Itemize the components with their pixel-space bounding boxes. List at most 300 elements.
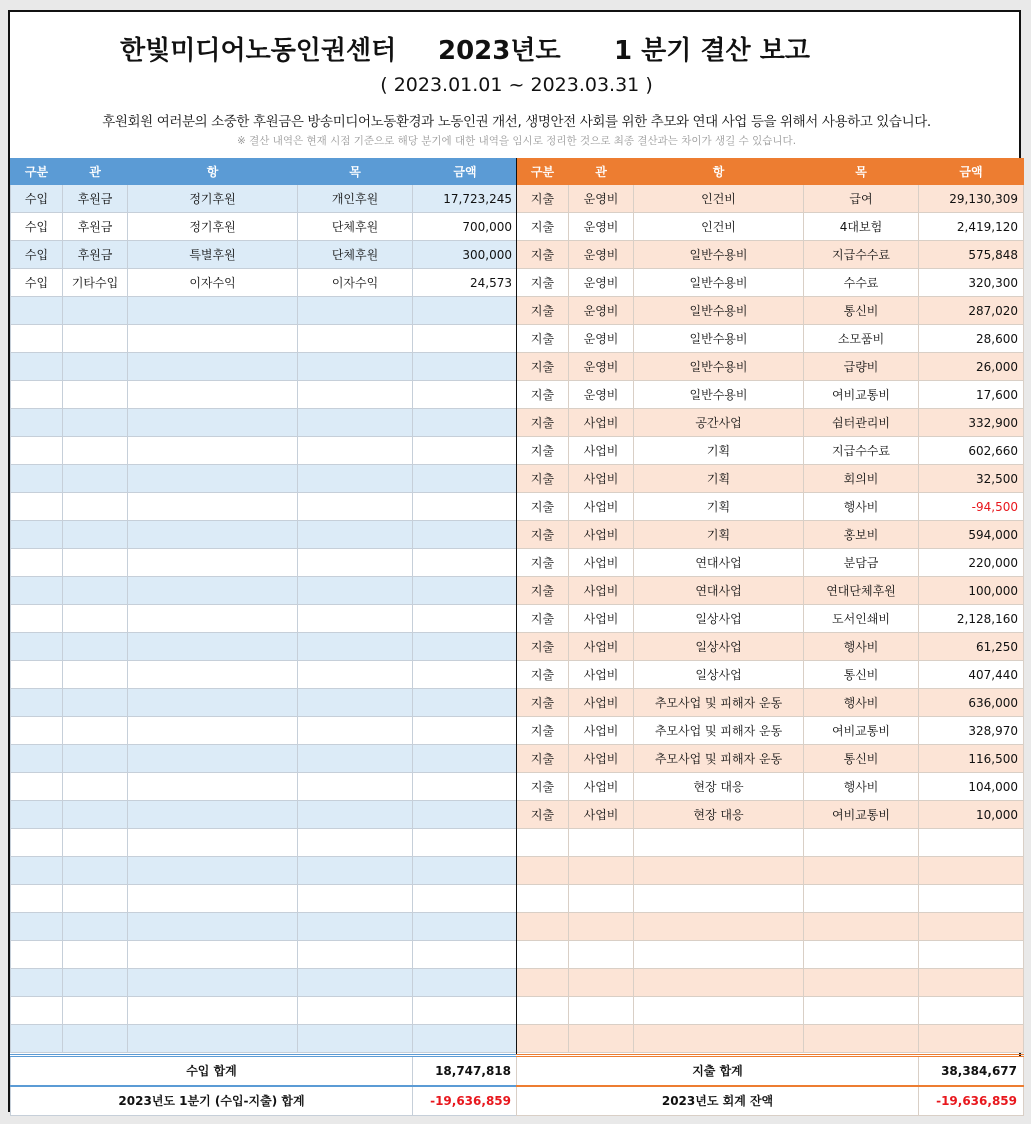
expense-item-cell: 일반수용비 [634,241,804,269]
column-divider [516,158,517,1054]
expense-category-cell: 지출 [517,437,569,465]
expense-subitem-cell: 지급수수료 [804,241,919,269]
expense-section-cell: 사업비 [569,605,634,633]
income-section-cell [63,577,128,605]
income-item-cell [128,969,298,997]
expense-section-cell: 운영비 [569,269,634,297]
col-subitem: 목 [298,159,413,185]
expense-section-cell: 사업비 [569,577,634,605]
income-category-cell: 수입 [11,241,63,269]
income-section-cell [63,409,128,437]
expense-subitem-cell: 통신비 [804,745,919,773]
expense-category-cell: 지출 [517,633,569,661]
expense-item-cell [634,885,804,913]
income-section-cell [63,717,128,745]
income-category-cell [11,857,63,885]
income-amount-cell [413,969,518,997]
income-item-cell [128,1025,298,1053]
balance-amount: -19,636,859 [919,1086,1024,1116]
income-item-cell [128,689,298,717]
expense-item-cell [634,829,804,857]
expense-section-cell: 운영비 [569,297,634,325]
expense-section-cell: 사업비 [569,717,634,745]
expense-totals [516,1054,1024,1116]
income-section-cell [63,885,128,913]
income-row [11,969,518,997]
expense-item-cell: 연대사업 [634,549,804,577]
expense-amount-cell: 220,000 [919,549,1024,577]
income-row [11,689,518,717]
net-total-label: 2023년도 1분기 (수입-지출) 합계 [11,1086,413,1116]
income-section-cell [63,297,128,325]
income-subitem-cell [298,941,413,969]
expense-subitem-cell: 분담금 [804,549,919,577]
income-amount-cell [413,465,518,493]
expense-subitem-cell: 여비교통비 [804,801,919,829]
income-section-cell [63,689,128,717]
expense-item-cell: 인건비 [634,185,804,213]
income-category-cell [11,997,63,1025]
income-totals [10,1054,518,1116]
expense-row [517,885,1024,913]
income-amount-cell [413,493,518,521]
expense-item-cell: 추모사업 및 피해자 운동 [634,745,804,773]
income-subitem-cell: 개인후원 [298,185,413,213]
expense-row [517,661,1024,689]
income-item-cell [128,521,298,549]
income-section-cell [63,633,128,661]
income-section-cell [63,1025,128,1053]
income-item-cell [128,885,298,913]
expense-item-cell: 일반수용비 [634,381,804,409]
income-section-cell: 기타수입 [63,269,128,297]
income-section-cell [63,521,128,549]
expense-item-cell [634,941,804,969]
expense-row [517,521,1024,549]
income-item-cell [128,493,298,521]
expense-section-cell: 운영비 [569,241,634,269]
expense-amount-cell [919,1025,1024,1053]
expense-category-cell [517,969,569,997]
income-row [11,549,518,577]
income-subitem-cell [298,689,413,717]
income-item-cell [128,857,298,885]
income-category-cell [11,717,63,745]
expense-amount-cell: 287,020 [919,297,1024,325]
income-subitem-cell [298,549,413,577]
expense-row [517,437,1024,465]
expense-category-cell: 지출 [517,297,569,325]
expense-section-cell: 사업비 [569,633,634,661]
income-row [11,773,518,801]
income-item-cell: 이자수익 [128,269,298,297]
expense-section-cell: 사업비 [569,465,634,493]
income-amount-cell: 300,000 [413,241,518,269]
income-item-cell: 정기후원 [128,185,298,213]
expense-amount-cell [919,857,1024,885]
income-subitem-cell [298,605,413,633]
expense-row [517,409,1024,437]
expense-subitem-cell: 연대단체후원 [804,577,919,605]
income-subitem-cell [298,913,413,941]
expense-section-cell [569,829,634,857]
income-category-cell [11,381,63,409]
col-category: 구분 [11,159,63,185]
expense-row [517,913,1024,941]
income-amount-cell [413,605,518,633]
income-subitem-cell [298,969,413,997]
income-total-label: 수입 합계 [11,1056,413,1086]
expense-item-cell: 현장 대응 [634,801,804,829]
income-subitem-cell [298,801,413,829]
income-row [11,269,518,297]
income-row [11,409,518,437]
expense-row [517,745,1024,773]
title-report: 1 분기 결산 보고 [614,36,810,66]
income-row [11,997,518,1025]
expense-category-cell: 지출 [517,577,569,605]
income-subitem-cell [298,773,413,801]
expense-row [517,549,1024,577]
income-subitem-cell [298,437,413,465]
income-category-cell [11,325,63,353]
expense-row [517,997,1024,1025]
expense-subitem-cell [804,857,919,885]
income-section-cell [63,437,128,465]
income-section-cell: 후원금 [63,213,128,241]
income-item-cell [128,409,298,437]
expense-category-cell: 지출 [517,549,569,577]
expense-amount-cell: 104,000 [919,773,1024,801]
income-amount-cell [413,689,518,717]
income-row [11,577,518,605]
expense-category-cell: 지출 [517,689,569,717]
income-total-amount: 18,747,818 [413,1056,518,1086]
expense-header-row [517,159,1024,185]
income-amount-cell [413,941,518,969]
expense-subitem-cell: 홍보비 [804,521,919,549]
expense-section-cell: 사업비 [569,437,634,465]
expense-row [517,241,1024,269]
expense-category-cell: 지출 [517,521,569,549]
expense-subitem-cell [804,829,919,857]
expense-amount-cell: 636,000 [919,689,1024,717]
expense-item-cell: 일반수용비 [634,269,804,297]
expense-row [517,633,1024,661]
expense-item-cell: 일상사업 [634,633,804,661]
income-amount-cell: 700,000 [413,213,518,241]
income-subitem-cell [298,381,413,409]
expense-section-cell: 사업비 [569,493,634,521]
income-section-cell [63,605,128,633]
title-org: 한빛미디어노동인권센터 [120,36,397,66]
income-category-cell [11,885,63,913]
expense-category-cell [517,1025,569,1053]
expense-subitem-cell: 수수료 [804,269,919,297]
report-period: ( 2023.01.01 ~ 2023.03.31 ) [380,74,653,96]
income-category-cell [11,605,63,633]
expense-section-cell [569,857,634,885]
expense-category-cell: 지출 [517,717,569,745]
expense-amount-cell: 602,660 [919,437,1024,465]
income-item-cell [128,717,298,745]
expense-section-cell: 운영비 [569,185,634,213]
expense-category-cell: 지출 [517,493,569,521]
income-subitem-cell [298,409,413,437]
expense-amount-cell [919,829,1024,857]
income-amount-cell [413,913,518,941]
income-amount-cell [413,353,518,381]
income-amount-cell [413,521,518,549]
expense-subitem-cell: 행사비 [804,773,919,801]
income-item-cell [128,297,298,325]
net-total-amount: -19,636,859 [413,1086,518,1116]
expense-category-cell: 지출 [517,605,569,633]
income-subitem-cell [298,997,413,1025]
income-item-cell [128,941,298,969]
expense-category-cell [517,829,569,857]
expense-category-cell: 지출 [517,409,569,437]
income-item-cell [128,801,298,829]
income-row [11,297,518,325]
expense-table [516,158,1024,1053]
expense-subitem-cell: 쉼터관리비 [804,409,919,437]
expense-row [517,269,1024,297]
expense-section-cell: 사업비 [569,773,634,801]
income-row [11,213,518,241]
income-category-cell [11,969,63,997]
expense-item-cell [634,913,804,941]
expense-category-cell: 지출 [517,661,569,689]
income-row [11,465,518,493]
income-category-cell [11,773,63,801]
income-section-cell [63,381,128,409]
income-section-cell [63,801,128,829]
expense-item-cell: 공간사업 [634,409,804,437]
expense-item-cell: 기획 [634,437,804,465]
income-item-cell [128,437,298,465]
expense-subitem-cell [804,1025,919,1053]
expense-amount-cell [919,969,1024,997]
expense-section-cell: 운영비 [569,353,634,381]
income-amount-cell [413,633,518,661]
expense-total-amount: 38,384,677 [919,1056,1024,1086]
report-title [10,30,1023,70]
income-item-cell [128,353,298,381]
income-amount-cell [413,717,518,745]
expense-section-cell [569,941,634,969]
expense-section-cell [569,885,634,913]
expense-row [517,297,1024,325]
income-category-cell [11,829,63,857]
income-item-cell [128,745,298,773]
income-row [11,325,518,353]
income-amount-cell [413,857,518,885]
income-section-cell [63,913,128,941]
expense-row [517,717,1024,745]
expense-row [517,773,1024,801]
expense-section-cell [569,997,634,1025]
income-subitem-cell [298,465,413,493]
income-section-cell [63,549,128,577]
income-section-cell [63,745,128,773]
expense-section-cell: 운영비 [569,213,634,241]
income-section-cell [63,465,128,493]
income-section-cell [63,969,128,997]
expense-row [517,381,1024,409]
expense-row [517,689,1024,717]
balance-row [517,1086,1024,1116]
expense-section-cell: 사업비 [569,549,634,577]
expense-amount-cell: 594,000 [919,521,1024,549]
col-item: 항 [634,159,804,185]
income-amount-cell [413,801,518,829]
income-amount-cell [413,577,518,605]
income-category-cell [11,437,63,465]
expense-section-cell [569,913,634,941]
income-item-cell [128,577,298,605]
income-row [11,521,518,549]
expense-section-cell: 운영비 [569,325,634,353]
expense-category-cell: 지출 [517,801,569,829]
income-subitem-cell [298,493,413,521]
income-category-cell [11,409,63,437]
expense-category-cell: 지출 [517,381,569,409]
expense-amount-cell [919,997,1024,1025]
expense-item-cell: 기획 [634,465,804,493]
income-row [11,493,518,521]
expense-section-cell: 사업비 [569,661,634,689]
expense-amount-cell [919,941,1024,969]
expense-amount-cell: 2,419,120 [919,213,1024,241]
expense-amount-cell: 407,440 [919,661,1024,689]
col-amount: 금액 [413,159,518,185]
income-amount-cell: 17,723,245 [413,185,518,213]
income-category-cell [11,941,63,969]
income-row [11,1025,518,1053]
income-item-cell [128,913,298,941]
expense-subitem-cell: 도서인쇄비 [804,605,919,633]
income-total-row [11,1056,518,1086]
income-subitem-cell [298,521,413,549]
net-total-row [11,1086,518,1116]
income-amount-cell [413,1025,518,1053]
income-category-cell [11,549,63,577]
expense-amount-cell [919,913,1024,941]
expense-subitem-cell: 4대보험 [804,213,919,241]
income-category-cell [11,745,63,773]
expense-amount-cell: 26,000 [919,353,1024,381]
income-subitem-cell [298,885,413,913]
income-category-cell [11,297,63,325]
income-item-cell [128,829,298,857]
expense-amount-cell: 10,000 [919,801,1024,829]
expense-row [517,801,1024,829]
expense-category-cell: 지출 [517,465,569,493]
expense-amount-cell: 332,900 [919,409,1024,437]
expense-item-cell: 추모사업 및 피해자 운동 [634,717,804,745]
expense-row [517,493,1024,521]
income-section-cell [63,325,128,353]
income-category-cell [11,689,63,717]
income-row [11,913,518,941]
expense-amount-cell [919,885,1024,913]
expense-item-cell: 추모사업 및 피해자 운동 [634,689,804,717]
expense-amount-cell: 28,600 [919,325,1024,353]
expense-category-cell: 지출 [517,269,569,297]
expense-subitem-cell: 행사비 [804,689,919,717]
income-subitem-cell [298,325,413,353]
income-row [11,745,518,773]
expense-category-cell: 지출 [517,241,569,269]
expense-row [517,829,1024,857]
expense-amount-cell: 116,500 [919,745,1024,773]
income-item-cell: 특별후원 [128,241,298,269]
col-item: 항 [128,159,298,185]
expense-section-cell: 운영비 [569,381,634,409]
income-subitem-cell [298,745,413,773]
income-subitem-cell [298,353,413,381]
expense-amount-cell: 2,128,160 [919,605,1024,633]
income-subitem-cell: 단체후원 [298,213,413,241]
expense-category-cell: 지출 [517,213,569,241]
expense-amount-cell: 100,000 [919,577,1024,605]
expense-subitem-cell: 통신비 [804,297,919,325]
income-category-cell [11,521,63,549]
expense-row [517,213,1024,241]
income-row [11,857,518,885]
expense-item-cell: 일반수용비 [634,297,804,325]
income-section-cell [63,829,128,857]
income-category-cell [11,661,63,689]
expense-item-cell: 현장 대응 [634,773,804,801]
expense-subitem-cell: 급여 [804,185,919,213]
income-section-cell [63,661,128,689]
expense-category-cell: 지출 [517,325,569,353]
expense-item-cell [634,857,804,885]
expense-section-cell [569,1025,634,1053]
intro-text: 후원회원 여러분의 소중한 후원금은 방송미디어노동환경과 노동인권 개선, 생명안전 사회를 위한 추모와 연대 사업 등을 위해서 사용하고 있습니다. [102,114,931,130]
expense-row [517,185,1024,213]
income-section-cell [63,353,128,381]
income-item-cell [128,381,298,409]
expense-item-cell: 기획 [634,493,804,521]
expense-amount-cell: -94,500 [919,493,1024,521]
expense-subitem-cell [804,913,919,941]
income-row [11,661,518,689]
income-subitem-cell: 단체후원 [298,241,413,269]
expense-item-cell: 연대사업 [634,577,804,605]
col-section: 관 [63,159,128,185]
income-amount-cell: 24,573 [413,269,518,297]
income-amount-cell [413,297,518,325]
income-category-cell [11,913,63,941]
expense-subitem-cell: 통신비 [804,661,919,689]
income-subitem-cell [298,829,413,857]
income-amount-cell [413,661,518,689]
expense-subitem-cell: 행사비 [804,633,919,661]
expense-row [517,325,1024,353]
expense-item-cell: 인건비 [634,213,804,241]
expense-section-cell: 사업비 [569,689,634,717]
income-amount-cell [413,409,518,437]
expense-category-cell [517,885,569,913]
expense-item-cell: 일반수용비 [634,353,804,381]
title-year: 2023년도 [438,36,561,66]
income-amount-cell [413,325,518,353]
expense-category-cell [517,857,569,885]
income-row [11,885,518,913]
